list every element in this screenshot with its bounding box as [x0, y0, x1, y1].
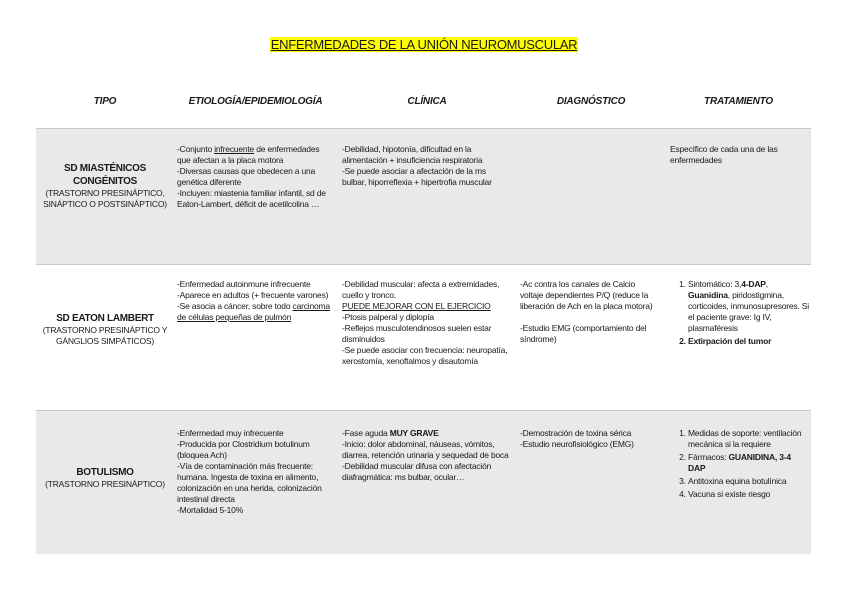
- list-item: 1. Sintomático: 3,4-DAP, Guanidina, piridostigmina, corticoides, inmunosupresores. Si el paciente grave: Ig IV, plasmaféresis: [688, 279, 810, 334]
- tipo-name: SD EATON LAMBERT: [56, 313, 154, 324]
- tipo-cell: [40, 466, 170, 490]
- diagnostico-cell: -Ac contra los canales de Calcio voltaje dependientes P/Q (reduce la liberación de Ach en la placa motora) -Estudio EMG (comportamiento del síndrome): [520, 279, 653, 344]
- diagnostico-cell: -Demostración de toxina sérica -Estudio neurofisiológico (EMG): [520, 428, 634, 449]
- clinica-cell: -Debilidad muscular: afecta a extremidades, cuello y tronco. PUEDE MEJORAR CON EL EJERCICIO -Ptosis palperal y diplopía -Reflejos musculotendinosos suelen estar disminuidos -Se puede asociar con frecuencia: neuropatía, xerostomía, xenoftalmos y disautomía: [342, 279, 508, 366]
- list-item: 4. Vacuna si existe riesgo: [688, 489, 810, 500]
- tratamiento-cell: Específico de cada una de las enfermedades: [670, 144, 778, 165]
- clinica-cell: -Fase aguda MUY GRAVE -Inicio: dolor abdominal, náuseas, vómitos, diarrea, retención urinaria y sequedad de boca -Debilidad muscular difusa con afectación diafragmática: ms bulbar, ocular…: [342, 428, 509, 482]
- tipo-sub: (TRASTORNO PRESINÁPTICO, SINÁPTICO O POSTSINÁPTICO): [43, 188, 167, 209]
- divider: [36, 264, 811, 265]
- list-item: 2. Fármacos: GUANIDINA, 3-4 DAP: [688, 452, 810, 474]
- tipo-cell: [40, 312, 170, 347]
- etiologia-cell: -Conjunto infrecuente de enfermedades que afectan a la placa motora -Diversas causas que obedecen a una genética diferente -Incluyen: miastenia familiar infantil, sd de Eaton-Lambert, déficit de acetilcolina …: [177, 144, 326, 209]
- etiologia-cell: -Enfermedad autoinmune infrecuente -Aparece en adultos (+ frecuente varones) -Se asocia a cáncer, sobre todo carcinoma de células pequeñas de pulmón: [177, 279, 330, 322]
- list-item: 3. Antitoxina equina botulínica: [688, 476, 810, 487]
- tipo-sub: (TRASTORNO PRESINÁPTICO Y GÁNGLIOS SIMPÁTICOS): [42, 325, 168, 346]
- tratamiento-cell: [670, 279, 810, 349]
- divider: [36, 410, 811, 411]
- etiologia-cell: -Enfermedad muy infrecuente -Producida por Clostridium botulinum (bloquea Ach) -Vía de contaminación más frecuente: humana. Ingesta de toxina en alimento, colonización en una herida, colonización intestinal directa -Mortalidad 5-10%: [177, 428, 322, 515]
- list-item: 2. Extirpación del tumor: [688, 336, 810, 347]
- header-etiologia: ETIOLOGÍA/EPIDEMIOLOGÍA: [188, 96, 323, 107]
- tipo-name: SD MIASTÉNICOS CONGÉNITOS: [64, 163, 146, 187]
- tipo-sub: (TRASTORNO PRESINÁPTICO): [45, 479, 165, 489]
- header-tratamiento: TRATAMIENTO: [704, 96, 773, 107]
- tipo-name: BOTULISMO: [76, 467, 134, 478]
- header-clinica: CLÍNICA: [407, 96, 447, 107]
- divider: [36, 128, 811, 129]
- page-title: ENFERMEDADES DE LA UNIÓN NEUROMUSCULAR: [270, 37, 578, 52]
- header-tipo: TIPO: [93, 96, 117, 107]
- list-item: 1. Medidas de soporte: ventilación mecánica si la requiere: [688, 428, 810, 450]
- tipo-cell: [40, 162, 170, 210]
- clinica-cell: -Debilidad, hipotonía, dificultad en la alimentación + insuficiencia respiratoria -Se puede asociar a afectación de la ms bulbar, hiporreflexia + hipertrofia muscular: [342, 144, 492, 187]
- header-diagnostico: DIAGNÓSTICO: [556, 96, 626, 107]
- tratamiento-cell: [670, 428, 810, 502]
